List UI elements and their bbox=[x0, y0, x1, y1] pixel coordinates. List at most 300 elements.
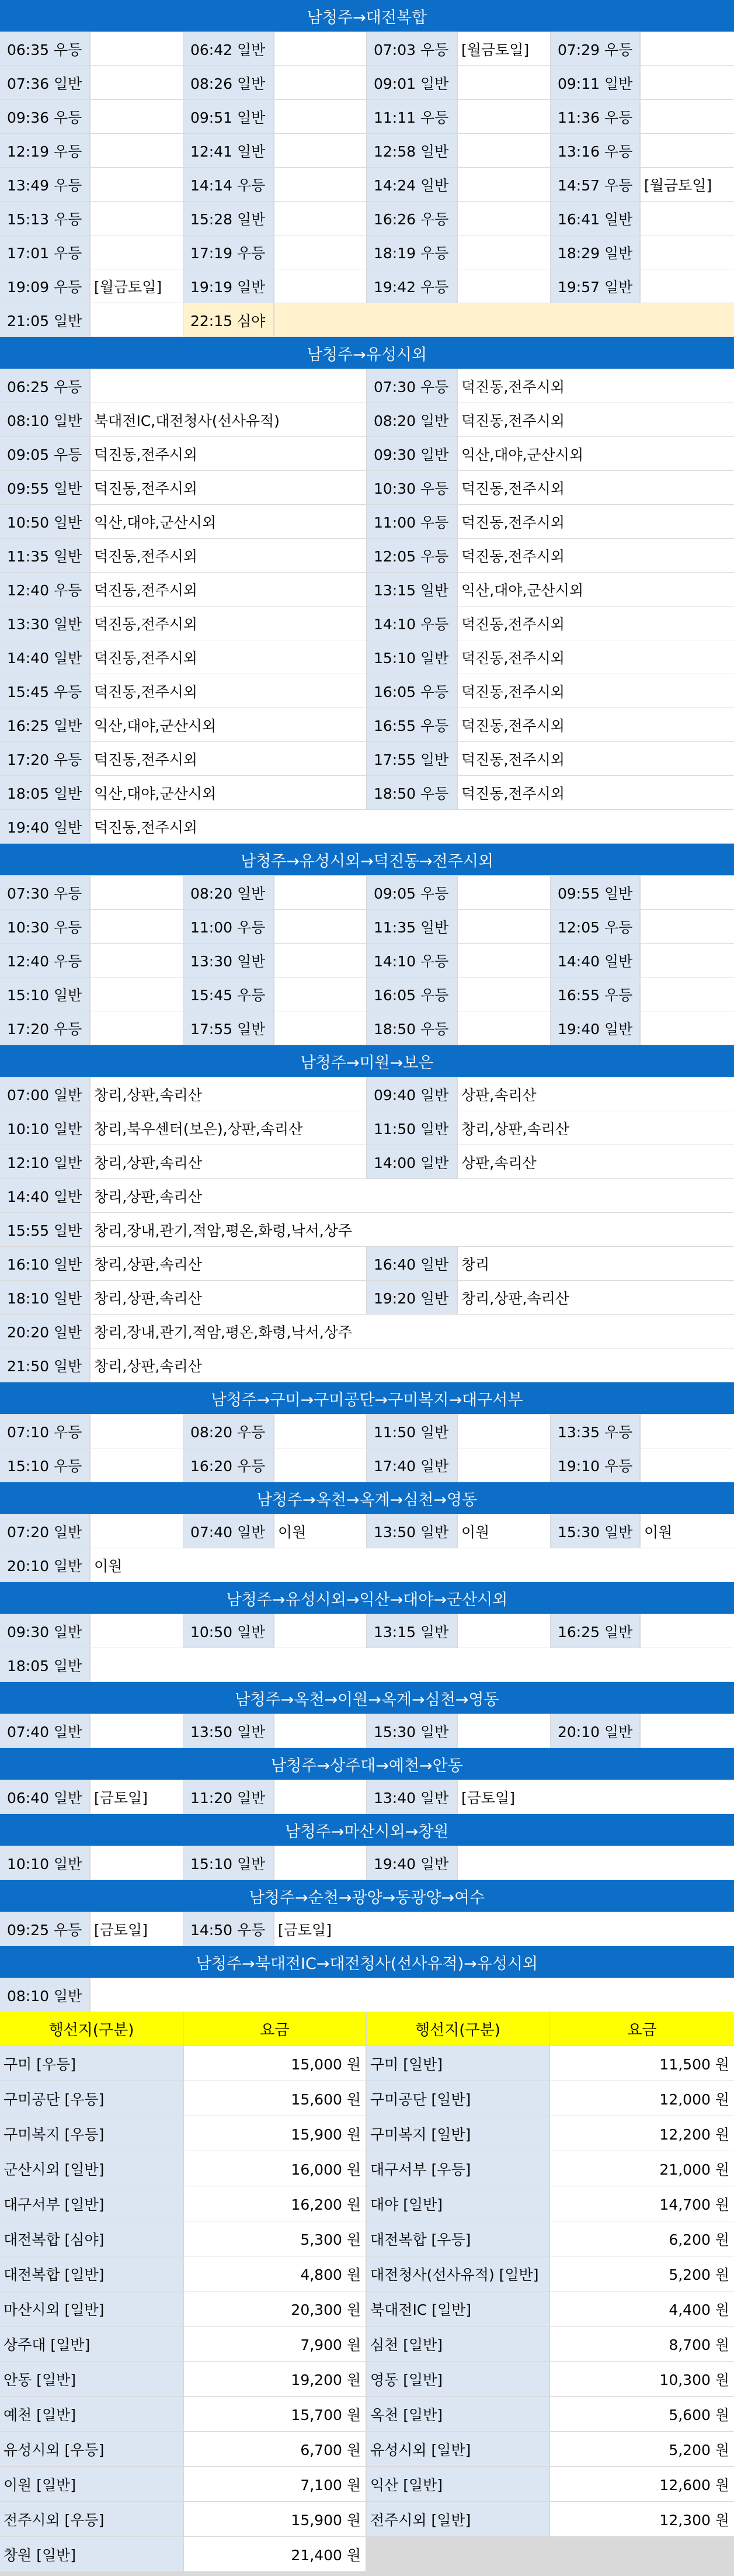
fare-destination: 대전복합 [우등] bbox=[367, 2221, 549, 2256]
route-header: 남청주→순천→광양→동광양→여수 bbox=[0, 1880, 734, 1912]
note bbox=[91, 235, 183, 269]
note: 이원 bbox=[458, 1514, 550, 1548]
via-stops: 덕진동,전주시외 bbox=[91, 640, 366, 674]
via-stops: 창리 bbox=[458, 1247, 734, 1280]
fare-price: 15,000 원 bbox=[184, 2046, 366, 2081]
departure-time: 13:40 일반 bbox=[367, 1780, 457, 1814]
note: [금토일] bbox=[91, 1780, 183, 1814]
fare-destination: 유성시외 [일반] bbox=[367, 2432, 549, 2466]
via-stops: 북대전IC,대전청사(선사유적) bbox=[91, 403, 366, 436]
via-stops: 상판,속리산 bbox=[458, 1145, 734, 1178]
departure-time: 14:50 우등 bbox=[183, 1912, 273, 1946]
departure-time: 18:05 일반 bbox=[0, 776, 89, 809]
departure-time: 14:24 일반 bbox=[367, 168, 457, 201]
via-stops: 덕진동,전주시외 bbox=[458, 369, 734, 403]
departure-time: 08:20 일반 bbox=[183, 876, 273, 909]
note: [월금토일] bbox=[91, 269, 183, 303]
note bbox=[641, 235, 734, 269]
route-header: 남청주→대전복합 bbox=[0, 0, 734, 32]
departure-time: 09:30 일반 bbox=[0, 1614, 89, 1648]
departure-time: 14:10 우등 bbox=[367, 944, 457, 977]
departure-time: 14:10 우등 bbox=[367, 606, 457, 640]
departure-time: 19:09 우등 bbox=[0, 269, 89, 303]
route-header: 남청주→구미→구미공단→구미복지→대구서부 bbox=[0, 1382, 734, 1414]
note bbox=[641, 1414, 734, 1448]
via-stops: 창리,북우센터(보은),상판,속리산 bbox=[91, 1111, 366, 1145]
departure-time: 06:42 일반 bbox=[183, 32, 273, 65]
fare-destination: 구미공단 [우등] bbox=[0, 2081, 183, 2116]
route-header: 남청주→옥천→옥계→심천→영동 bbox=[0, 1482, 734, 1514]
via-stops: 창리,상판,속리산 bbox=[91, 1348, 734, 1382]
note bbox=[274, 235, 366, 269]
fare-price: 15,700 원 bbox=[184, 2397, 366, 2431]
departure-time: 20:10 일반 bbox=[551, 1714, 639, 1748]
departure-time: 06:25 우등 bbox=[0, 369, 89, 403]
fare-header: 행선지(구분) bbox=[0, 2012, 183, 2045]
departure-time: 15:30 일반 bbox=[367, 1714, 457, 1748]
route-header: 남청주→유성시외→익산→대야→군산시외 bbox=[0, 1582, 734, 1614]
departure-time: 14:40 일반 bbox=[0, 640, 89, 674]
fare-destination: 안동 [일반] bbox=[0, 2362, 183, 2396]
departure-time: 16:20 우등 bbox=[183, 1448, 273, 1482]
note bbox=[91, 876, 183, 909]
departure-time: 17:19 우등 bbox=[183, 235, 273, 269]
departure-time: 15:30 일반 bbox=[551, 1514, 639, 1548]
departure-time: 15:28 일반 bbox=[183, 202, 273, 235]
fare-price: 7,100 원 bbox=[184, 2467, 366, 2501]
departure-time: 10:10 일반 bbox=[0, 1846, 89, 1880]
note: 이원 bbox=[274, 1514, 366, 1548]
via-stops: 창리,상판,속리산 bbox=[91, 1077, 366, 1111]
departure-time: 11:11 우등 bbox=[367, 100, 457, 133]
departure-time: 14:14 우등 bbox=[183, 168, 273, 201]
fare-price: 6,200 원 bbox=[550, 2221, 734, 2256]
departure-time: 14:40 일반 bbox=[551, 944, 639, 977]
note: [월금토일] bbox=[641, 168, 734, 201]
departure-time: 11:35 일반 bbox=[0, 539, 89, 572]
note bbox=[91, 32, 183, 65]
note bbox=[458, 168, 550, 201]
departure-time: 18:10 일반 bbox=[0, 1281, 89, 1314]
departure-time: 12:58 일반 bbox=[367, 134, 457, 167]
fare-price: 10,300 원 bbox=[550, 2362, 734, 2396]
fare-price: 5,200 원 bbox=[550, 2432, 734, 2466]
departure-time: 15:10 일반 bbox=[367, 640, 457, 674]
route-header: 남청주→북대전IC→대전청사(선사유적)→유성시외 bbox=[0, 1946, 734, 1978]
note bbox=[458, 1614, 550, 1648]
fare-destination: 북대전IC [일반] bbox=[367, 2291, 549, 2326]
departure-time: 09:51 일반 bbox=[183, 100, 273, 133]
departure-time: 07:00 일반 bbox=[0, 1077, 89, 1111]
departure-time: 16:05 우등 bbox=[367, 977, 457, 1011]
departure-time: 07:40 일반 bbox=[183, 1514, 273, 1548]
note bbox=[458, 1011, 550, 1045]
fare-price: 14,700 원 bbox=[550, 2186, 734, 2221]
note bbox=[91, 1614, 183, 1648]
note bbox=[641, 910, 734, 943]
via-stops: 익산,대야,군산시외 bbox=[91, 776, 366, 809]
departure-time: 16:55 우등 bbox=[367, 708, 457, 741]
note bbox=[91, 303, 183, 337]
note bbox=[274, 303, 734, 337]
departure-time: 13:30 일반 bbox=[0, 606, 89, 640]
departure-time: 13:30 일반 bbox=[183, 944, 273, 977]
fare-destination: 구미복지 [일반] bbox=[367, 2116, 549, 2151]
fare-destination: 마산시외 [일반] bbox=[0, 2291, 183, 2326]
via-stops: 익산,대야,군산시외 bbox=[458, 437, 734, 470]
fare-destination: 구미 [일반] bbox=[367, 2046, 549, 2081]
fare-price: 5,300 원 bbox=[184, 2221, 366, 2256]
departure-time: 17:55 일반 bbox=[367, 742, 457, 775]
note bbox=[458, 235, 550, 269]
departure-time: 12:40 우등 bbox=[0, 573, 89, 606]
note bbox=[641, 944, 734, 977]
fare-price: 7,900 원 bbox=[184, 2327, 366, 2361]
departure-time: 09:01 일반 bbox=[367, 66, 457, 99]
note bbox=[274, 1011, 366, 1045]
departure-time: 10:50 일반 bbox=[0, 505, 89, 538]
departure-time: 10:10 일반 bbox=[0, 1111, 89, 1145]
note: [금토일] bbox=[91, 1912, 183, 1946]
departure-time: 13:50 일반 bbox=[367, 1514, 457, 1548]
departure-time: 17:40 일반 bbox=[367, 1448, 457, 1482]
fare-header: 요금 bbox=[184, 2012, 366, 2045]
note bbox=[91, 66, 183, 99]
via-stops: 창리,상판,속리산 bbox=[458, 1111, 734, 1145]
fare-price: 11,500 원 bbox=[550, 2046, 734, 2081]
via-stops: 창리,장내,관기,적암,평온,화령,낙서,상주 bbox=[91, 1315, 734, 1348]
note bbox=[458, 269, 550, 303]
note bbox=[641, 100, 734, 133]
via-stops: 익산,대야,군산시외 bbox=[91, 505, 366, 538]
fare-price: 6,700 원 bbox=[184, 2432, 366, 2466]
fare-destination: 대구서부 [일반] bbox=[0, 2186, 183, 2221]
departure-time: 21:05 일반 bbox=[0, 303, 89, 337]
note bbox=[641, 977, 734, 1011]
via-stops bbox=[91, 369, 366, 403]
fare-price: 19,200 원 bbox=[184, 2362, 366, 2396]
note bbox=[641, 1011, 734, 1045]
via-stops: 덕진동,전주시외 bbox=[91, 573, 366, 606]
departure-time: 11:00 우등 bbox=[367, 505, 457, 538]
note bbox=[458, 202, 550, 235]
departure-time: 12:05 우등 bbox=[551, 910, 639, 943]
via-stops: 덕진동,전주시외 bbox=[458, 539, 734, 572]
via-stops: 덕진동,전주시외 bbox=[91, 674, 366, 708]
route-header: 남청주→유성시외 bbox=[0, 337, 734, 369]
note: 이원 bbox=[91, 1548, 734, 1582]
departure-time: 09:55 일반 bbox=[0, 471, 89, 504]
departure-time: 07:10 우등 bbox=[0, 1414, 89, 1448]
departure-time: 21:50 일반 bbox=[0, 1348, 89, 1382]
departure-time: 19:19 일반 bbox=[183, 269, 273, 303]
departure-time: 09:05 우등 bbox=[367, 876, 457, 909]
fare-destination: 군산시외 [일반] bbox=[0, 2151, 183, 2186]
note bbox=[458, 66, 550, 99]
fare-price: 21,000 원 bbox=[550, 2151, 734, 2186]
fare-price: 12,200 원 bbox=[550, 2116, 734, 2151]
fare-destination: 유성시외 [우등] bbox=[0, 2432, 183, 2466]
note bbox=[91, 1846, 183, 1880]
note bbox=[458, 100, 550, 133]
note bbox=[458, 1714, 550, 1748]
departure-time: 09:40 일반 bbox=[367, 1077, 457, 1111]
departure-time: 16:25 일반 bbox=[551, 1614, 639, 1648]
fare-destination: 옥천 [일반] bbox=[367, 2397, 549, 2431]
route-header: 남청주→유성시외→덕진동→전주시외 bbox=[0, 844, 734, 875]
departure-time: 12:19 우등 bbox=[0, 134, 89, 167]
via-stops: 덕진동,전주시외 bbox=[458, 708, 734, 741]
departure-time: 18:19 우등 bbox=[367, 235, 457, 269]
fare-destination: 이원 [일반] bbox=[0, 2467, 183, 2501]
fare-price: 4,400 원 bbox=[550, 2291, 734, 2326]
note bbox=[458, 1448, 550, 1482]
fare-destination: 상주대 [일반] bbox=[0, 2327, 183, 2361]
note bbox=[274, 1448, 366, 1482]
departure-time: 13:15 일반 bbox=[367, 573, 457, 606]
departure-time: 12:40 우등 bbox=[0, 944, 89, 977]
departure-time: 16:10 일반 bbox=[0, 1247, 89, 1280]
departure-time: 15:13 우등 bbox=[0, 202, 89, 235]
via-stops: 덕진동,전주시외 bbox=[458, 640, 734, 674]
departure-time: 11:00 우등 bbox=[183, 910, 273, 943]
note bbox=[458, 910, 550, 943]
departure-time: 07:36 일반 bbox=[0, 66, 89, 99]
departure-time: 09:11 일반 bbox=[551, 66, 639, 99]
fare-destination: 창원 [일반] bbox=[0, 2537, 183, 2571]
via-stops: 덕진동,전주시외 bbox=[458, 403, 734, 436]
departure-time: 20:20 일반 bbox=[0, 1315, 89, 1348]
note bbox=[91, 134, 183, 167]
note bbox=[641, 876, 734, 909]
via-stops: 덕진동,전주시외 bbox=[458, 674, 734, 708]
departure-time: 16:55 우등 bbox=[551, 977, 639, 1011]
via-stops: 창리,장내,관기,적암,평온,화령,낙서,상주 bbox=[91, 1213, 734, 1246]
fare-destination: 대전복합 [일반] bbox=[0, 2256, 183, 2291]
fare-price: 16,000 원 bbox=[184, 2151, 366, 2186]
departure-time: 11:50 일반 bbox=[367, 1414, 457, 1448]
departure-time: 13:15 일반 bbox=[367, 1614, 457, 1648]
departure-time: 16:26 우등 bbox=[367, 202, 457, 235]
departure-time: 19:20 일반 bbox=[367, 1281, 457, 1314]
departure-time: 13:49 우등 bbox=[0, 168, 89, 201]
note bbox=[274, 1414, 366, 1448]
fare-destination: 전주시외 [일반] bbox=[367, 2502, 549, 2536]
via-stops: 덕진동,전주시외 bbox=[458, 776, 734, 809]
fare-destination: 전주시외 [우등] bbox=[0, 2502, 183, 2536]
departure-time: 18:05 일반 bbox=[0, 1648, 89, 1681]
note bbox=[641, 134, 734, 167]
departure-time: 07:30 우등 bbox=[0, 876, 89, 909]
departure-time: 18:50 우등 bbox=[367, 1011, 457, 1045]
departure-time: 17:01 우등 bbox=[0, 235, 89, 269]
departure-time: 20:10 일반 bbox=[0, 1548, 89, 1582]
fare-destination: 심천 [일반] bbox=[367, 2327, 549, 2361]
departure-time-late-night: 22:15 심야 bbox=[183, 303, 273, 337]
note bbox=[274, 910, 366, 943]
note bbox=[91, 1714, 183, 1748]
fare-header: 행선지(구분) bbox=[367, 2012, 549, 2045]
fare-price: 12,300 원 bbox=[550, 2502, 734, 2536]
via-stops: 창리,상판,속리산 bbox=[91, 1145, 366, 1178]
via-stops: 덕진동,전주시외 bbox=[458, 606, 734, 640]
note bbox=[274, 944, 366, 977]
departure-time: 19:42 우등 bbox=[367, 269, 457, 303]
via-stops: 덕진동,전주시외 bbox=[458, 471, 734, 504]
route-header: 남청주→옥천→이원→옥계→심천→영동 bbox=[0, 1682, 734, 1714]
departure-time: 12:05 우등 bbox=[367, 539, 457, 572]
departure-time: 11:35 일반 bbox=[367, 910, 457, 943]
fare-price: 15,600 원 bbox=[184, 2081, 366, 2116]
note bbox=[641, 1614, 734, 1648]
departure-time: 08:20 우등 bbox=[183, 1414, 273, 1448]
departure-time: 09:30 일반 bbox=[367, 437, 457, 470]
departure-time: 09:36 우등 bbox=[0, 100, 89, 133]
departure-time: 10:30 우등 bbox=[367, 471, 457, 504]
note bbox=[274, 202, 366, 235]
fare-destination: 구미 [우등] bbox=[0, 2046, 183, 2081]
note bbox=[274, 32, 366, 65]
note bbox=[458, 944, 550, 977]
via-stops: 상판,속리산 bbox=[458, 1077, 734, 1111]
fare-price: 21,400 원 bbox=[184, 2537, 366, 2571]
via-stops: 익산,대야,군산시외 bbox=[458, 573, 734, 606]
note bbox=[91, 1648, 734, 1681]
fare-price: 15,900 원 bbox=[184, 2116, 366, 2151]
departure-time: 15:10 우등 bbox=[0, 1448, 89, 1482]
fare-destination: 대구서부 [우등] bbox=[367, 2151, 549, 2186]
route-header: 남청주→상주대→예천→안동 bbox=[0, 1748, 734, 1780]
departure-time: 09:25 우등 bbox=[0, 1912, 89, 1946]
departure-time: 06:40 일반 bbox=[0, 1780, 89, 1814]
fare-destination: 대야 [일반] bbox=[367, 2186, 549, 2221]
fare-destination: 대전청사(선사유적) [일반] bbox=[367, 2256, 549, 2291]
departure-time: 07:40 일반 bbox=[0, 1714, 89, 1748]
departure-time: 10:30 우등 bbox=[0, 910, 89, 943]
departure-time: 10:50 일반 bbox=[183, 1614, 273, 1648]
departure-time: 19:40 일반 bbox=[551, 1011, 639, 1045]
departure-time: 18:50 우등 bbox=[367, 776, 457, 809]
note bbox=[91, 910, 183, 943]
departure-time: 16:05 우등 bbox=[367, 674, 457, 708]
fare-price: 12,600 원 bbox=[550, 2467, 734, 2501]
note bbox=[274, 100, 366, 133]
departure-time: 08:10 일반 bbox=[0, 1978, 89, 2012]
departure-time: 11:36 우등 bbox=[551, 100, 639, 133]
note bbox=[458, 134, 550, 167]
note bbox=[641, 32, 734, 65]
fare-price: 8,700 원 bbox=[550, 2327, 734, 2361]
departure-time: 15:45 우등 bbox=[0, 674, 89, 708]
note bbox=[458, 1414, 550, 1448]
note bbox=[641, 66, 734, 99]
departure-time: 15:45 우등 bbox=[183, 977, 273, 1011]
fare-price: 20,300 원 bbox=[184, 2291, 366, 2326]
note bbox=[458, 1846, 734, 1880]
fare-destination: 구미공단 [일반] bbox=[367, 2081, 549, 2116]
departure-time: 07:20 일반 bbox=[0, 1514, 89, 1548]
note bbox=[458, 876, 550, 909]
via-stops: 창리,상판,속리산 bbox=[91, 1179, 734, 1212]
fare-price: 5,600 원 bbox=[550, 2397, 734, 2431]
departure-time: 13:16 우등 bbox=[551, 134, 639, 167]
fare-destination: 익산 [일반] bbox=[367, 2467, 549, 2501]
departure-time: 19:57 일반 bbox=[551, 269, 639, 303]
via-stops: 창리,상판,속리산 bbox=[458, 1281, 734, 1314]
fare-price: 12,000 원 bbox=[550, 2081, 734, 2116]
fare-price: 5,200 원 bbox=[550, 2256, 734, 2291]
note bbox=[274, 1714, 366, 1748]
note bbox=[91, 1978, 734, 2012]
note bbox=[274, 269, 366, 303]
via-stops: 덕진동,전주시외 bbox=[91, 539, 366, 572]
via-stops: 익산,대야,군산시외 bbox=[91, 708, 366, 741]
departure-time: 16:25 일반 bbox=[0, 708, 89, 741]
departure-time: 07:30 우등 bbox=[367, 369, 457, 403]
route-header: 남청주→미원→보은 bbox=[0, 1045, 734, 1077]
departure-time: 19:40 일반 bbox=[367, 1846, 457, 1880]
departure-time: 19:40 일반 bbox=[0, 810, 89, 843]
note bbox=[641, 202, 734, 235]
departure-time: 13:50 일반 bbox=[183, 1714, 273, 1748]
departure-time: 16:40 일반 bbox=[367, 1247, 457, 1280]
note bbox=[91, 1514, 183, 1548]
fare-destination: 예천 [일반] bbox=[0, 2397, 183, 2431]
note bbox=[91, 944, 183, 977]
departure-time: 15:10 일반 bbox=[0, 977, 89, 1011]
note bbox=[274, 1846, 366, 1880]
departure-time: 09:55 일반 bbox=[551, 876, 639, 909]
note: [금토일] bbox=[274, 1912, 734, 1946]
departure-time: 11:20 일반 bbox=[183, 1780, 273, 1814]
fare-price: 4,800 원 bbox=[184, 2256, 366, 2291]
note bbox=[274, 168, 366, 201]
departure-time: 06:35 우등 bbox=[0, 32, 89, 65]
via-stops: 덕진동,전주시외 bbox=[91, 606, 366, 640]
note: [금토일] bbox=[458, 1780, 734, 1814]
departure-time: 07:03 우등 bbox=[367, 32, 457, 65]
note bbox=[91, 202, 183, 235]
via-stops: 덕진동,전주시외 bbox=[91, 810, 734, 843]
note bbox=[91, 1011, 183, 1045]
departure-time: 08:26 일반 bbox=[183, 66, 273, 99]
via-stops: 덕진동,전주시외 bbox=[91, 437, 366, 470]
fare-destination: 영동 [일반] bbox=[367, 2362, 549, 2396]
note bbox=[641, 1448, 734, 1482]
note bbox=[641, 1714, 734, 1748]
departure-time: 17:55 일반 bbox=[183, 1011, 273, 1045]
note bbox=[274, 134, 366, 167]
departure-time: 12:41 일반 bbox=[183, 134, 273, 167]
via-stops: 창리,상판,속리산 bbox=[91, 1247, 366, 1280]
departure-time: 15:55 일반 bbox=[0, 1213, 89, 1246]
via-stops: 덕진동,전주시외 bbox=[458, 505, 734, 538]
fare-header: 요금 bbox=[550, 2012, 734, 2045]
departure-time: 12:10 일반 bbox=[0, 1145, 89, 1178]
note bbox=[458, 977, 550, 1011]
departure-time: 14:57 우등 bbox=[551, 168, 639, 201]
departure-time: 19:10 우등 bbox=[551, 1448, 639, 1482]
note bbox=[91, 1448, 183, 1482]
note bbox=[91, 1414, 183, 1448]
departure-time: 18:29 일반 bbox=[551, 235, 639, 269]
note bbox=[91, 168, 183, 201]
fare-price: 15,900 원 bbox=[184, 2502, 366, 2536]
note: [월금토일] bbox=[458, 32, 550, 65]
departure-time: 17:20 우등 bbox=[0, 742, 89, 775]
fare-price: 16,200 원 bbox=[184, 2186, 366, 2221]
route-header: 남청주→마산시외→창원 bbox=[0, 1814, 734, 1846]
